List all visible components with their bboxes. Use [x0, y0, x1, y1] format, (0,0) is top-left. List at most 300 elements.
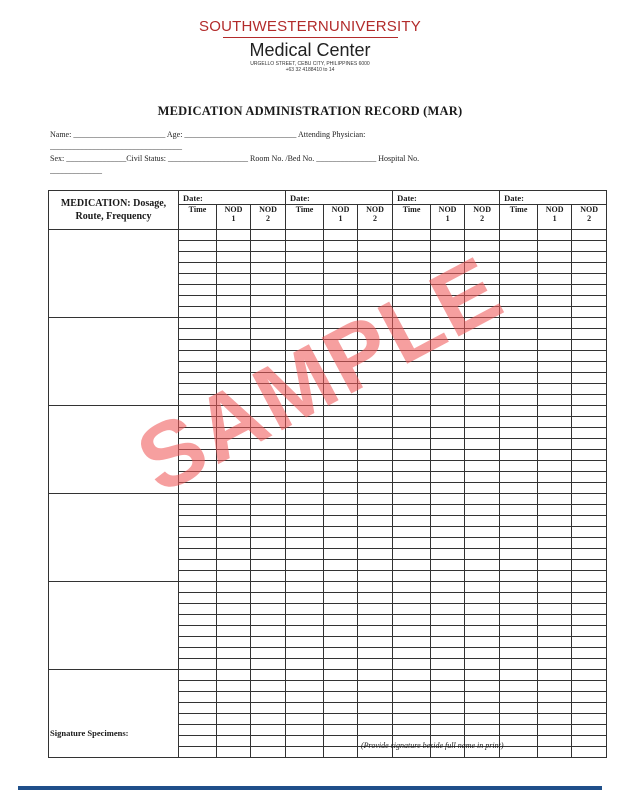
administration-cell[interactable] [358, 505, 393, 516]
administration-cell[interactable] [251, 582, 286, 593]
administration-cell[interactable] [465, 439, 500, 450]
administration-cell[interactable] [500, 582, 538, 593]
administration-cell[interactable] [500, 318, 538, 329]
administration-cell[interactable] [358, 659, 393, 670]
administration-cell[interactable] [251, 384, 286, 395]
administration-cell[interactable] [393, 362, 431, 373]
administration-cell[interactable] [572, 681, 607, 692]
administration-cell[interactable] [286, 439, 324, 450]
administration-cell[interactable] [500, 560, 538, 571]
administration-cell[interactable] [179, 241, 217, 252]
administration-cell[interactable] [572, 406, 607, 417]
administration-cell[interactable] [500, 428, 538, 439]
administration-cell[interactable] [465, 725, 500, 736]
administration-cell[interactable] [217, 692, 251, 703]
administration-cell[interactable] [286, 527, 324, 538]
administration-cell[interactable] [286, 384, 324, 395]
administration-cell[interactable] [500, 593, 538, 604]
administration-cell[interactable] [500, 549, 538, 560]
administration-cell[interactable] [217, 505, 251, 516]
administration-cell[interactable] [465, 505, 500, 516]
administration-cell[interactable] [286, 648, 324, 659]
administration-cell[interactable] [431, 307, 465, 318]
administration-cell[interactable] [500, 659, 538, 670]
administration-cell[interactable] [572, 692, 607, 703]
administration-cell[interactable] [572, 428, 607, 439]
administration-cell[interactable] [251, 373, 286, 384]
administration-cell[interactable] [538, 549, 572, 560]
administration-cell[interactable] [572, 329, 607, 340]
administration-cell[interactable] [538, 637, 572, 648]
medication-entry-cell[interactable] [49, 230, 179, 318]
administration-cell[interactable] [500, 296, 538, 307]
administration-cell[interactable] [358, 241, 393, 252]
administration-cell[interactable] [465, 274, 500, 285]
administration-cell[interactable] [572, 395, 607, 406]
administration-cell[interactable] [179, 307, 217, 318]
administration-cell[interactable] [465, 659, 500, 670]
administration-cell[interactable] [572, 230, 607, 241]
administration-cell[interactable] [179, 285, 217, 296]
administration-cell[interactable] [286, 428, 324, 439]
administration-cell[interactable] [358, 263, 393, 274]
administration-cell[interactable] [393, 296, 431, 307]
administration-cell[interactable] [179, 549, 217, 560]
administration-cell[interactable] [217, 549, 251, 560]
medication-entry-cell[interactable] [49, 670, 179, 758]
administration-cell[interactable] [217, 439, 251, 450]
administration-cell[interactable] [431, 571, 465, 582]
administration-cell[interactable] [324, 681, 358, 692]
administration-cell[interactable] [251, 252, 286, 263]
administration-cell[interactable] [358, 472, 393, 483]
administration-cell[interactable] [500, 230, 538, 241]
administration-cell[interactable] [179, 604, 217, 615]
administration-cell[interactable] [393, 494, 431, 505]
administration-cell[interactable] [465, 351, 500, 362]
administration-cell[interactable] [217, 725, 251, 736]
administration-cell[interactable] [500, 384, 538, 395]
administration-cell[interactable] [251, 692, 286, 703]
administration-cell[interactable] [179, 439, 217, 450]
administration-cell[interactable] [500, 571, 538, 582]
administration-cell[interactable] [393, 659, 431, 670]
administration-cell[interactable] [500, 648, 538, 659]
administration-cell[interactable] [393, 538, 431, 549]
administration-cell[interactable] [286, 494, 324, 505]
administration-cell[interactable] [538, 725, 572, 736]
administration-cell[interactable] [217, 351, 251, 362]
administration-cell[interactable] [431, 703, 465, 714]
administration-cell[interactable] [286, 318, 324, 329]
administration-cell[interactable] [251, 340, 286, 351]
administration-cell[interactable] [251, 439, 286, 450]
administration-cell[interactable] [538, 516, 572, 527]
administration-cell[interactable] [538, 681, 572, 692]
administration-cell[interactable] [251, 736, 286, 747]
administration-cell[interactable] [358, 318, 393, 329]
administration-cell[interactable] [286, 252, 324, 263]
administration-cell[interactable] [465, 571, 500, 582]
administration-cell[interactable] [286, 241, 324, 252]
administration-cell[interactable] [324, 373, 358, 384]
administration-cell[interactable] [431, 373, 465, 384]
administration-cell[interactable] [358, 516, 393, 527]
administration-cell[interactable] [324, 604, 358, 615]
administration-cell[interactable] [393, 692, 431, 703]
administration-cell[interactable] [538, 417, 572, 428]
administration-cell[interactable] [358, 384, 393, 395]
administration-cell[interactable] [324, 285, 358, 296]
administration-cell[interactable] [465, 714, 500, 725]
administration-cell[interactable] [431, 648, 465, 659]
administration-cell[interactable] [324, 725, 358, 736]
administration-cell[interactable] [286, 736, 324, 747]
administration-cell[interactable] [251, 681, 286, 692]
administration-cell[interactable] [286, 538, 324, 549]
administration-cell[interactable] [538, 538, 572, 549]
administration-cell[interactable] [179, 714, 217, 725]
administration-cell[interactable] [217, 571, 251, 582]
administration-cell[interactable] [217, 516, 251, 527]
administration-cell[interactable] [465, 296, 500, 307]
administration-cell[interactable] [500, 494, 538, 505]
administration-cell[interactable] [358, 285, 393, 296]
administration-cell[interactable] [251, 494, 286, 505]
administration-cell[interactable] [217, 450, 251, 461]
administration-cell[interactable] [431, 230, 465, 241]
administration-cell[interactable] [393, 560, 431, 571]
administration-cell[interactable] [324, 307, 358, 318]
administration-cell[interactable] [538, 626, 572, 637]
administration-cell[interactable] [393, 516, 431, 527]
administration-cell[interactable] [465, 615, 500, 626]
administration-cell[interactable] [324, 714, 358, 725]
administration-cell[interactable] [393, 483, 431, 494]
administration-cell[interactable] [179, 692, 217, 703]
administration-cell[interactable] [324, 560, 358, 571]
administration-cell[interactable] [324, 582, 358, 593]
administration-cell[interactable] [500, 637, 538, 648]
administration-cell[interactable] [179, 703, 217, 714]
medication-entry-cell[interactable] [49, 582, 179, 670]
administration-cell[interactable] [251, 659, 286, 670]
administration-cell[interactable] [179, 428, 217, 439]
administration-cell[interactable] [431, 582, 465, 593]
administration-cell[interactable] [393, 318, 431, 329]
administration-cell[interactable] [393, 263, 431, 274]
administration-cell[interactable] [217, 593, 251, 604]
administration-cell[interactable] [286, 571, 324, 582]
administration-cell[interactable] [500, 461, 538, 472]
administration-cell[interactable] [286, 703, 324, 714]
medication-entry-cell[interactable] [49, 406, 179, 494]
administration-cell[interactable] [286, 307, 324, 318]
administration-cell[interactable] [572, 582, 607, 593]
administration-cell[interactable] [431, 527, 465, 538]
administration-cell[interactable] [324, 516, 358, 527]
administration-cell[interactable] [286, 417, 324, 428]
administration-cell[interactable] [217, 373, 251, 384]
administration-cell[interactable] [358, 395, 393, 406]
administration-cell[interactable] [179, 263, 217, 274]
administration-cell[interactable] [251, 505, 286, 516]
administration-cell[interactable] [500, 439, 538, 450]
administration-cell[interactable] [393, 648, 431, 659]
administration-cell[interactable] [217, 659, 251, 670]
administration-cell[interactable] [393, 373, 431, 384]
administration-cell[interactable] [538, 747, 572, 758]
administration-cell[interactable] [251, 296, 286, 307]
administration-cell[interactable] [500, 670, 538, 681]
administration-cell[interactable] [251, 593, 286, 604]
administration-cell[interactable] [217, 428, 251, 439]
administration-cell[interactable] [251, 549, 286, 560]
administration-cell[interactable] [358, 648, 393, 659]
administration-cell[interactable] [431, 670, 465, 681]
administration-cell[interactable] [393, 417, 431, 428]
administration-cell[interactable] [324, 384, 358, 395]
administration-cell[interactable] [286, 615, 324, 626]
administration-cell[interactable] [572, 472, 607, 483]
administration-cell[interactable] [217, 703, 251, 714]
administration-cell[interactable] [324, 648, 358, 659]
administration-cell[interactable] [572, 351, 607, 362]
administration-cell[interactable] [217, 285, 251, 296]
administration-cell[interactable] [465, 428, 500, 439]
administration-cell[interactable] [500, 472, 538, 483]
administration-cell[interactable] [431, 472, 465, 483]
administration-cell[interactable] [431, 494, 465, 505]
administration-cell[interactable] [217, 670, 251, 681]
administration-cell[interactable] [538, 659, 572, 670]
administration-cell[interactable] [324, 505, 358, 516]
administration-cell[interactable] [217, 230, 251, 241]
administration-cell[interactable] [217, 736, 251, 747]
administration-cell[interactable] [324, 428, 358, 439]
administration-cell[interactable] [500, 736, 538, 747]
administration-cell[interactable] [217, 406, 251, 417]
administration-cell[interactable] [286, 549, 324, 560]
administration-cell[interactable] [324, 296, 358, 307]
administration-cell[interactable] [179, 659, 217, 670]
administration-cell[interactable] [431, 560, 465, 571]
administration-cell[interactable] [572, 560, 607, 571]
administration-cell[interactable] [358, 461, 393, 472]
administration-cell[interactable] [431, 263, 465, 274]
administration-cell[interactable] [465, 648, 500, 659]
administration-cell[interactable] [251, 307, 286, 318]
administration-cell[interactable] [179, 450, 217, 461]
administration-cell[interactable] [465, 472, 500, 483]
administration-cell[interactable] [179, 626, 217, 637]
administration-cell[interactable] [500, 483, 538, 494]
administration-cell[interactable] [538, 450, 572, 461]
administration-cell[interactable] [431, 692, 465, 703]
administration-cell[interactable] [217, 494, 251, 505]
administration-cell[interactable] [324, 703, 358, 714]
administration-cell[interactable] [358, 582, 393, 593]
administration-cell[interactable] [286, 483, 324, 494]
administration-cell[interactable] [538, 428, 572, 439]
administration-cell[interactable] [179, 461, 217, 472]
administration-cell[interactable] [538, 307, 572, 318]
administration-cell[interactable] [465, 681, 500, 692]
administration-cell[interactable] [393, 626, 431, 637]
administration-cell[interactable] [572, 637, 607, 648]
administration-cell[interactable] [179, 670, 217, 681]
administration-cell[interactable] [500, 692, 538, 703]
administration-cell[interactable] [465, 340, 500, 351]
administration-cell[interactable] [179, 406, 217, 417]
administration-cell[interactable] [217, 395, 251, 406]
administration-cell[interactable] [393, 285, 431, 296]
administration-cell[interactable] [251, 571, 286, 582]
administration-cell[interactable] [286, 274, 324, 285]
administration-cell[interactable] [251, 450, 286, 461]
administration-cell[interactable] [465, 285, 500, 296]
administration-cell[interactable] [217, 340, 251, 351]
administration-cell[interactable] [500, 747, 538, 758]
administration-cell[interactable] [431, 637, 465, 648]
administration-cell[interactable] [251, 538, 286, 549]
administration-cell[interactable] [251, 241, 286, 252]
administration-cell[interactable] [465, 538, 500, 549]
administration-cell[interactable] [251, 362, 286, 373]
administration-cell[interactable] [179, 274, 217, 285]
administration-cell[interactable] [393, 230, 431, 241]
administration-cell[interactable] [217, 604, 251, 615]
administration-cell[interactable] [431, 252, 465, 263]
administration-cell[interactable] [500, 406, 538, 417]
administration-cell[interactable] [217, 527, 251, 538]
administration-cell[interactable] [465, 637, 500, 648]
administration-cell[interactable] [324, 483, 358, 494]
administration-cell[interactable] [500, 505, 538, 516]
administration-cell[interactable] [324, 252, 358, 263]
administration-cell[interactable] [217, 681, 251, 692]
administration-cell[interactable] [358, 340, 393, 351]
administration-cell[interactable] [324, 626, 358, 637]
administration-cell[interactable] [286, 626, 324, 637]
administration-cell[interactable] [358, 296, 393, 307]
administration-cell[interactable] [465, 703, 500, 714]
administration-cell[interactable] [465, 362, 500, 373]
administration-cell[interactable] [393, 252, 431, 263]
administration-cell[interactable] [431, 593, 465, 604]
administration-cell[interactable] [572, 263, 607, 274]
administration-cell[interactable] [572, 516, 607, 527]
administration-cell[interactable] [538, 571, 572, 582]
administration-cell[interactable] [217, 637, 251, 648]
administration-cell[interactable] [538, 582, 572, 593]
administration-cell[interactable] [431, 362, 465, 373]
administration-cell[interactable] [393, 725, 431, 736]
administration-cell[interactable] [251, 230, 286, 241]
administration-cell[interactable] [538, 461, 572, 472]
administration-cell[interactable] [179, 571, 217, 582]
administration-cell[interactable] [251, 516, 286, 527]
administration-cell[interactable] [217, 714, 251, 725]
administration-cell[interactable] [179, 472, 217, 483]
administration-cell[interactable] [393, 406, 431, 417]
administration-cell[interactable] [251, 560, 286, 571]
administration-cell[interactable] [286, 692, 324, 703]
administration-cell[interactable] [179, 505, 217, 516]
administration-cell[interactable] [465, 252, 500, 263]
administration-cell[interactable] [324, 329, 358, 340]
administration-cell[interactable] [324, 318, 358, 329]
administration-cell[interactable] [179, 747, 217, 758]
administration-cell[interactable] [217, 483, 251, 494]
administration-cell[interactable] [572, 307, 607, 318]
administration-cell[interactable] [572, 494, 607, 505]
administration-cell[interactable] [324, 659, 358, 670]
administration-cell[interactable] [500, 252, 538, 263]
administration-cell[interactable] [324, 351, 358, 362]
administration-cell[interactable] [500, 703, 538, 714]
administration-cell[interactable] [217, 461, 251, 472]
administration-cell[interactable] [572, 384, 607, 395]
administration-cell[interactable] [465, 230, 500, 241]
administration-cell[interactable] [358, 670, 393, 681]
administration-cell[interactable] [393, 428, 431, 439]
administration-cell[interactable] [393, 274, 431, 285]
administration-cell[interactable] [217, 538, 251, 549]
administration-cell[interactable] [286, 395, 324, 406]
administration-cell[interactable] [251, 483, 286, 494]
administration-cell[interactable] [358, 230, 393, 241]
administration-cell[interactable] [500, 450, 538, 461]
administration-cell[interactable] [538, 472, 572, 483]
administration-cell[interactable] [572, 527, 607, 538]
administration-cell[interactable] [572, 461, 607, 472]
administration-cell[interactable] [538, 494, 572, 505]
administration-cell[interactable] [465, 593, 500, 604]
administration-cell[interactable] [217, 274, 251, 285]
administration-cell[interactable] [500, 615, 538, 626]
administration-cell[interactable] [431, 406, 465, 417]
administration-cell[interactable] [393, 505, 431, 516]
administration-cell[interactable] [217, 560, 251, 571]
administration-cell[interactable] [500, 604, 538, 615]
administration-cell[interactable] [431, 274, 465, 285]
administration-cell[interactable] [324, 736, 358, 747]
administration-cell[interactable] [393, 461, 431, 472]
administration-cell[interactable] [251, 274, 286, 285]
administration-cell[interactable] [393, 593, 431, 604]
administration-cell[interactable] [572, 252, 607, 263]
administration-cell[interactable] [431, 384, 465, 395]
administration-cell[interactable] [431, 351, 465, 362]
administration-cell[interactable] [465, 263, 500, 274]
administration-cell[interactable] [358, 725, 393, 736]
administration-cell[interactable] [286, 582, 324, 593]
administration-cell[interactable] [179, 230, 217, 241]
administration-cell[interactable] [251, 406, 286, 417]
administration-cell[interactable] [393, 703, 431, 714]
administration-cell[interactable] [538, 340, 572, 351]
administration-cell[interactable] [431, 417, 465, 428]
administration-cell[interactable] [431, 428, 465, 439]
administration-cell[interactable] [572, 615, 607, 626]
administration-cell[interactable] [286, 230, 324, 241]
administration-cell[interactable] [179, 318, 217, 329]
administration-cell[interactable] [251, 461, 286, 472]
medication-entry-cell[interactable] [49, 318, 179, 406]
administration-cell[interactable] [324, 274, 358, 285]
administration-cell[interactable] [324, 263, 358, 274]
